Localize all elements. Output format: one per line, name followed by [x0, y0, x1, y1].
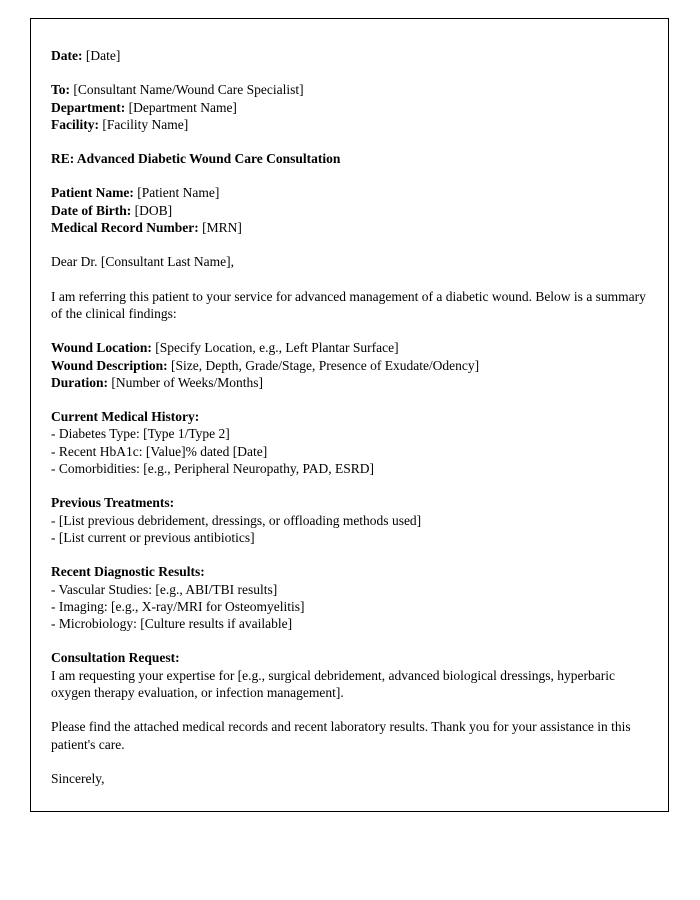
patient-name-value: [Patient Name]	[137, 185, 220, 201]
request-heading	[51, 649, 648, 666]
to-line	[51, 81, 648, 98]
wound-location-line	[51, 339, 648, 356]
treatments-item: - [List previous debridement, dressings, or offloading methods used]	[51, 512, 422, 528]
re-text: RE: Advanced Diabetic Wound Care Consultation	[51, 151, 341, 167]
wound-location-value: [Specify Location, e.g., Left Plantar Surface]	[155, 340, 399, 356]
wound-description-line	[51, 357, 648, 374]
facility-label: Facility:	[51, 116, 99, 132]
re-line	[51, 150, 648, 167]
signoff-line: Sincerely,	[51, 770, 105, 786]
dob-value: [DOB]	[134, 202, 173, 218]
request-heading-text: Consultation Request:	[51, 650, 180, 666]
treatments-block	[51, 494, 648, 546]
facility-line	[51, 116, 648, 133]
mrn-label: Medical Record Number:	[51, 220, 199, 236]
history-heading-text: Current Medical History:	[51, 409, 200, 425]
mrn-value: [MRN]	[202, 220, 242, 236]
wound-block	[51, 339, 648, 391]
recipient-block	[51, 81, 648, 133]
wound-description-label: Wound Description:	[51, 357, 168, 373]
subject-block	[51, 150, 648, 167]
wound-duration-line	[51, 374, 648, 391]
history-block	[51, 408, 648, 477]
treatments-heading	[51, 494, 648, 511]
history-item: - Comorbidities: [e.g., Peripheral Neuropathy, PAD, ESRD]	[51, 461, 374, 477]
treatments-heading-text: Previous Treatments:	[51, 495, 175, 511]
salutation-line: Dear Dr. [Consultant Last Name],	[51, 254, 234, 270]
facility-value: [Facility Name]	[102, 116, 189, 132]
department-value: [Department Name]	[128, 99, 237, 115]
closing-note-paragraph: Please find the attached medical records and recent laboratory results. Thank you for your assistance in this patient's care.	[51, 719, 631, 752]
patient-name-label: Patient Name:	[51, 185, 134, 201]
date-value: [Date]	[85, 48, 121, 63]
salutation-block	[51, 253, 648, 270]
dob-line	[51, 202, 648, 219]
treatments-item: - [List current or previous antibiotics]	[51, 529, 255, 545]
department-label: Department:	[51, 99, 126, 115]
department-line	[51, 99, 648, 116]
wound-duration-value: [Number of Weeks/Months]	[111, 374, 264, 390]
wound-duration-label: Duration:	[51, 374, 108, 390]
patient-block	[51, 184, 648, 236]
diagnostics-heading	[51, 563, 648, 580]
intro-paragraph: I am referring this patient to your service for advanced management of a diabetic wound. Below is a summary of the clinical findings:	[51, 288, 646, 321]
history-heading	[51, 408, 648, 425]
letter-page	[30, 18, 669, 812]
dob-label: Date of Birth:	[51, 202, 132, 218]
request-body: I am requesting your expertise for [e.g., surgical debridement, advanced biological dressings, hyperbaric oxygen therapy evaluation, or infection management].	[51, 667, 615, 701]
diagnostics-item: - Microbiology: [Culture results if available]	[51, 616, 293, 632]
date-block	[51, 47, 648, 64]
closing-note-block	[51, 718, 648, 753]
to-value: [Consultant Name/Wound Care Specialist]	[73, 82, 304, 98]
signoff-block	[51, 770, 648, 787]
diagnostics-item: - Vascular Studies: [e.g., ABI/TBI results]	[51, 581, 278, 597]
history-item: - Recent HbA1c: [Value]% dated [Date]	[51, 443, 268, 459]
history-item: - Diabetes Type: [Type 1/Type 2]	[51, 426, 230, 442]
wound-location-label: Wound Location:	[51, 340, 152, 356]
mrn-line	[51, 219, 648, 236]
date-line	[51, 47, 648, 64]
diagnostics-item: - Imaging: [e.g., X-ray/MRI for Osteomyelitis]	[51, 598, 305, 614]
to-label: To:	[51, 82, 71, 98]
patient-name-line	[51, 184, 648, 201]
diagnostics-block	[51, 563, 648, 632]
date-label: Date:	[51, 48, 83, 63]
request-block	[51, 649, 648, 701]
wound-description-value: [Size, Depth, Grade/Stage, Presence of Exudate/Odency]	[171, 357, 480, 373]
diagnostics-heading-text: Recent Diagnostic Results:	[51, 564, 205, 580]
intro-block	[51, 288, 648, 323]
